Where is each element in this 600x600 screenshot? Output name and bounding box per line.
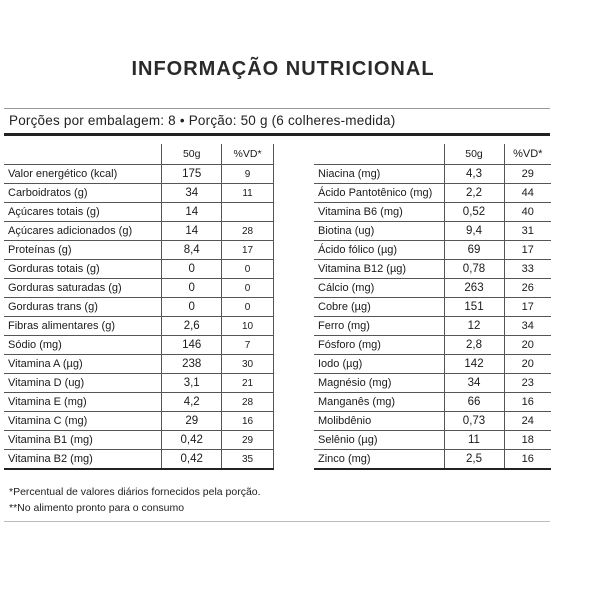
nutrient-amount: 9,4 — [444, 222, 504, 241]
nutrient-amount: 142 — [444, 355, 504, 374]
nutrient-name: Sódio (mg) — [4, 336, 162, 355]
table-row — [314, 260, 551, 279]
nutrient-dv: 26 — [504, 279, 551, 298]
nutrient-amount: 238 — [162, 355, 222, 374]
nutrient-amount: 4,3 — [444, 165, 504, 184]
table-row — [4, 355, 274, 374]
nutrient-amount: 2,2 — [444, 184, 504, 203]
table-row — [4, 222, 274, 241]
nutrient-name: Cobre (µg) — [314, 298, 444, 317]
nutrient-name: Vitamina E (mg) — [4, 393, 162, 412]
table-row — [314, 431, 551, 450]
header-amount: 50g — [444, 144, 504, 165]
table-row — [314, 412, 551, 431]
nutrient-amount: 14 — [162, 222, 222, 241]
nutrient-dv: 24 — [504, 412, 551, 431]
nutrient-name: Proteínas (g) — [4, 241, 162, 260]
table-row — [4, 184, 274, 203]
nutrient-dv: 20 — [504, 336, 551, 355]
table-header-row — [314, 144, 551, 165]
header-dv: %VD* — [504, 144, 551, 165]
thick-divider — [4, 133, 550, 136]
header-amount: 50g — [162, 144, 222, 165]
nutrient-name: Zinco (mg) — [314, 450, 444, 470]
nutrient-name: Cálcio (mg) — [314, 279, 444, 298]
nutrient-amount: 29 — [162, 412, 222, 431]
nutrient-dv: 11 — [222, 184, 274, 203]
nutrient-amount: 0 — [162, 260, 222, 279]
nutrient-name: Vitamina A (µg) — [4, 355, 162, 374]
nutrient-amount: 2,5 — [444, 450, 504, 470]
footnote-dv: *Percentual de valores diários fornecidos pela porção. — [9, 486, 261, 498]
table-row — [314, 393, 551, 412]
nutrient-dv: 0 — [222, 260, 274, 279]
table-row — [314, 298, 551, 317]
table-row — [4, 260, 274, 279]
nutrient-name: Magnésio (mg) — [314, 374, 444, 393]
nutrient-dv: 33 — [504, 260, 551, 279]
nutrient-name: Molibdênio — [314, 412, 444, 431]
nutrient-amount: 151 — [444, 298, 504, 317]
nutrient-amount: 66 — [444, 393, 504, 412]
nutrient-amount: 12 — [444, 317, 504, 336]
table-row — [314, 165, 551, 184]
nutrient-dv: 31 — [504, 222, 551, 241]
nutrient-name: Ácido fólico (µg) — [314, 241, 444, 260]
table-row — [314, 336, 551, 355]
table-row — [4, 374, 274, 393]
nutrient-dv: 21 — [222, 374, 274, 393]
table-row — [4, 203, 274, 222]
nutrient-amount: 8,4 — [162, 241, 222, 260]
header-blank — [314, 144, 444, 165]
nutrient-amount: 14 — [162, 203, 222, 222]
nutrient-name: Vitamina B12 (µg) — [314, 260, 444, 279]
nutrient-name: Fósforo (mg) — [314, 336, 444, 355]
nutrient-amount: 4,2 — [162, 393, 222, 412]
table-row — [314, 241, 551, 260]
nutrient-dv: 30 — [222, 355, 274, 374]
table-row — [4, 336, 274, 355]
nutrient-dv: 16 — [504, 450, 551, 470]
nutrient-dv: 0 — [222, 279, 274, 298]
nutrient-name: Vitamina B1 (mg) — [4, 431, 162, 450]
nutrient-name: Vitamina B6 (mg) — [314, 203, 444, 222]
nutrient-amount: 34 — [162, 184, 222, 203]
nutrient-name: Vitamina C (mg) — [4, 412, 162, 431]
nutrient-dv: 34 — [504, 317, 551, 336]
nutrient-name: Gorduras trans (g) — [4, 298, 162, 317]
nutrient-amount: 146 — [162, 336, 222, 355]
nutrient-name: Biotina (ug) — [314, 222, 444, 241]
table-row — [314, 317, 551, 336]
footnote-ready-to-eat: **No alimento pronto para o consumo — [9, 502, 185, 514]
nutrient-dv: 35 — [222, 450, 274, 470]
nutrition-table-right — [314, 144, 551, 470]
nutrient-dv: 29 — [504, 165, 551, 184]
nutrient-amount: 34 — [444, 374, 504, 393]
header-blank — [4, 144, 162, 165]
nutrient-dv — [222, 203, 274, 222]
nutrient-amount: 263 — [444, 279, 504, 298]
bottom-divider — [4, 521, 550, 522]
nutrient-dv: 17 — [504, 298, 551, 317]
table-row — [4, 241, 274, 260]
nutrient-amount: 2,8 — [444, 336, 504, 355]
nutrition-table-left — [4, 144, 274, 470]
table-row — [314, 203, 551, 222]
table-row — [314, 355, 551, 374]
nutrient-amount: 0,78 — [444, 260, 504, 279]
nutrient-dv: 17 — [504, 241, 551, 260]
table-row — [4, 450, 274, 470]
nutrient-dv: 17 — [222, 241, 274, 260]
nutrient-amount: 0,73 — [444, 412, 504, 431]
nutrient-name: Niacina (mg) — [314, 165, 444, 184]
nutrient-name: Vitamina D (ug) — [4, 374, 162, 393]
nutrient-name: Vitamina B2 (mg) — [4, 450, 162, 470]
nutrient-name: Manganês (mg) — [314, 393, 444, 412]
nutrient-amount: 0,42 — [162, 450, 222, 470]
nutrient-dv: 0 — [222, 298, 274, 317]
nutrient-amount: 0 — [162, 298, 222, 317]
nutrient-dv: 20 — [504, 355, 551, 374]
table-row — [314, 184, 551, 203]
nutrient-dv: 10 — [222, 317, 274, 336]
nutrient-name: Carboidratos (g) — [4, 184, 162, 203]
serving-info: Porções por embalagem: 8 • Porção: 50 g (6 colheres-medida) — [9, 113, 396, 128]
nutrient-name: Fibras alimentares (g) — [4, 317, 162, 336]
nutrient-dv: 7 — [222, 336, 274, 355]
nutrient-amount: 2,6 — [162, 317, 222, 336]
nutrient-amount: 3,1 — [162, 374, 222, 393]
table-row — [4, 279, 274, 298]
nutrient-name: Açúcares adicionados (g) — [4, 222, 162, 241]
table-row — [4, 298, 274, 317]
nutrient-amount: 175 — [162, 165, 222, 184]
table-row — [4, 412, 274, 431]
table-row — [4, 431, 274, 450]
table-row — [4, 165, 274, 184]
table-row — [314, 374, 551, 393]
page-title: INFORMAÇÃO NUTRICIONAL — [131, 58, 435, 80]
nutrient-name: Selênio (µg) — [314, 431, 444, 450]
nutrient-dv: 28 — [222, 393, 274, 412]
nutrient-amount: 0 — [162, 279, 222, 298]
nutrient-dv: 16 — [222, 412, 274, 431]
nutrient-name: Valor energético (kcal) — [4, 165, 162, 184]
table-row — [314, 279, 551, 298]
nutrient-dv: 29 — [222, 431, 274, 450]
nutrient-dv: 40 — [504, 203, 551, 222]
header-dv: %VD* — [222, 144, 274, 165]
table-row — [314, 222, 551, 241]
table-row — [4, 317, 274, 336]
nutrient-name: Gorduras totais (g) — [4, 260, 162, 279]
table-header-row — [4, 144, 274, 165]
nutrient-amount: 11 — [444, 431, 504, 450]
footnotes — [9, 484, 261, 516]
nutrient-amount: 69 — [444, 241, 504, 260]
nutrient-name: Açúcares totais (g) — [4, 203, 162, 222]
top-divider — [4, 108, 550, 109]
nutrient-dv: 18 — [504, 431, 551, 450]
nutrient-name: Gorduras saturadas (g) — [4, 279, 162, 298]
nutrient-dv: 16 — [504, 393, 551, 412]
nutrient-name: Ferro (mg) — [314, 317, 444, 336]
nutrient-amount: 0,52 — [444, 203, 504, 222]
table-row — [314, 450, 551, 470]
nutrient-name: Iodo (µg) — [314, 355, 444, 374]
table-row — [4, 393, 274, 412]
nutrient-dv: 28 — [222, 222, 274, 241]
nutrient-amount: 0,42 — [162, 431, 222, 450]
nutrient-dv: 23 — [504, 374, 551, 393]
nutrient-name: Ácido Pantotênico (mg) — [314, 184, 444, 203]
nutrient-dv: 9 — [222, 165, 274, 184]
nutrient-dv: 44 — [504, 184, 551, 203]
